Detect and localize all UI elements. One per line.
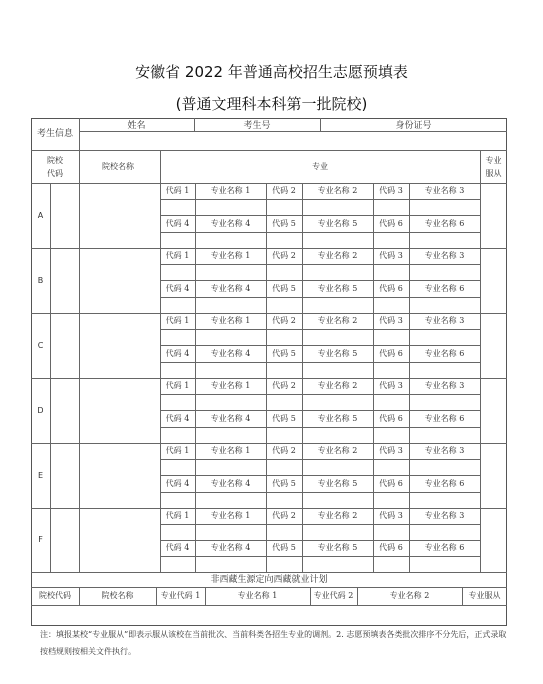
obey-header-1: 专业 <box>485 156 502 165</box>
tibet-plan-title: 非西藏生源定向西藏就业计划 <box>210 575 328 585</box>
slot-label: 专业名称 5 <box>317 479 358 488</box>
row-bottom-line <box>31 378 507 379</box>
name-label: 姓名 <box>127 121 146 131</box>
slot-label: 专业名称 1 <box>210 381 251 390</box>
slot-label: 专业名称 2 <box>317 316 358 325</box>
sub-line <box>160 459 480 460</box>
tibet-header: 专业服从 <box>468 591 501 600</box>
slot-label: 专业名称 2 <box>317 251 358 260</box>
slot-label: 代码 6 <box>379 284 403 293</box>
slot-label: 代码 4 <box>165 219 190 228</box>
row-label-a: A <box>37 211 44 220</box>
row-label-e: E <box>37 471 44 480</box>
school-name-header: 院校名称 <box>102 162 134 171</box>
sub-line <box>160 427 480 428</box>
sub-line <box>160 297 480 298</box>
slot-label: 代码 4 <box>165 479 190 488</box>
slot-label: 专业名称 6 <box>424 479 465 488</box>
slot-label: 代码 3 <box>379 186 403 195</box>
slot-label: 代码 1 <box>165 251 190 260</box>
slot-label: 代码 3 <box>379 446 403 455</box>
header-bottom-line <box>31 183 507 184</box>
slot-label: 代码 1 <box>165 316 190 325</box>
obey-header-2: 服从 <box>485 169 502 178</box>
slot-label: 代码 4 <box>165 543 190 552</box>
slot-label: 专业名称 4 <box>210 543 251 552</box>
student-info-label: 考生信息 <box>36 129 73 139</box>
tibet-title-line <box>31 587 507 588</box>
row-label-f: F <box>38 535 43 544</box>
row-bottom-line <box>31 443 507 444</box>
slot-label: 专业名称 1 <box>210 446 251 455</box>
sub-line <box>160 199 480 200</box>
slot-label: 专业名称 1 <box>210 511 251 520</box>
slot-label: 代码 2 <box>272 316 296 325</box>
tibet-header: 专业代码 2 <box>313 591 354 600</box>
slot-label: 代码 1 <box>165 186 190 195</box>
slot-label: 代码 6 <box>379 543 403 552</box>
slot-label: 专业名称 3 <box>424 186 465 195</box>
slot-label: 代码 6 <box>379 479 403 488</box>
slot-label: 专业名称 4 <box>210 219 251 228</box>
row-bottom-line <box>31 313 507 314</box>
tibet-header-line <box>31 605 507 606</box>
slot-label: 专业名称 6 <box>424 543 465 552</box>
slot-label: 代码 5 <box>272 349 296 358</box>
slot-label: 专业名称 3 <box>424 316 465 325</box>
slot-label: 专业名称 3 <box>424 511 465 520</box>
slot-label: 专业名称 1 <box>210 251 251 260</box>
major-header: 专业 <box>312 162 328 171</box>
slot-label: 专业名称 6 <box>424 219 465 228</box>
slot-label: 专业名称 3 <box>424 251 465 260</box>
row-bottom-line <box>31 248 507 249</box>
sub-line <box>160 362 480 363</box>
slot-label: 代码 6 <box>379 219 403 228</box>
sub-line <box>160 329 480 330</box>
slot-label: 代码 3 <box>379 381 403 390</box>
school-code-header-2: 代码 <box>47 169 63 178</box>
slot-label: 专业名称 5 <box>317 349 358 358</box>
slot-label: 专业名称 2 <box>317 446 358 455</box>
info-divider <box>79 131 507 132</box>
sub-line <box>160 540 480 541</box>
slot-label: 专业名称 6 <box>424 414 465 423</box>
slot-label: 代码 4 <box>165 414 190 423</box>
slot-label: 代码 5 <box>272 543 296 552</box>
footnote: 注：填报某校“专业服从”即表示服从该校在当前批次、当前科类各招生专业的调剂。2. 志愿预填表各类批次排序不分先后，正式录取按档规则按相关文件执行。 <box>40 630 507 656</box>
slot-label: 代码 6 <box>379 414 403 423</box>
row-bottom-line <box>31 508 507 509</box>
slot-label: 代码 4 <box>165 349 190 358</box>
slot-label: 专业名称 3 <box>424 446 465 455</box>
slot-label: 专业名称 5 <box>317 414 358 423</box>
sub-line <box>160 556 480 557</box>
slot-label: 专业名称 5 <box>317 543 358 552</box>
slot-label: 代码 3 <box>379 511 403 520</box>
slot-label: 代码 3 <box>379 316 403 325</box>
slot-label: 代码 1 <box>165 446 190 455</box>
sub-line <box>160 232 480 233</box>
sub-line <box>160 410 480 411</box>
slot-label: 代码 2 <box>272 251 296 260</box>
tibet-header: 专业名称 1 <box>237 591 278 600</box>
slot-label: 代码 5 <box>272 284 296 293</box>
slot-label: 代码 2 <box>272 381 296 390</box>
slot-label: 专业名称 2 <box>317 186 358 195</box>
sub-line <box>160 394 480 395</box>
slot-label: 专业名称 5 <box>317 219 358 228</box>
tibet-header: 专业名称 2 <box>389 591 430 600</box>
slot-label: 专业名称 4 <box>210 479 251 488</box>
slot-label: 代码 2 <box>272 446 296 455</box>
row-label-d: D <box>37 406 44 415</box>
sub-line <box>160 475 480 476</box>
page-subtitle: (普通文理科本科第一批院校) <box>175 95 368 113</box>
info-bottom-line <box>31 150 507 151</box>
sub-line <box>160 215 480 216</box>
sub-line <box>160 264 480 265</box>
slot-label: 代码 1 <box>165 381 190 390</box>
slot-label: 代码 5 <box>272 414 296 423</box>
sub-line <box>160 524 480 525</box>
tibet-header: 院校名称 <box>101 591 134 600</box>
slot-label: 代码 2 <box>272 511 296 520</box>
slot-label: 专业名称 2 <box>317 511 358 520</box>
slot-label: 专业名称 4 <box>210 414 251 423</box>
row-label-c: C <box>37 341 44 350</box>
school-code-header-1: 院校 <box>47 156 63 165</box>
slot-label: 专业名称 2 <box>317 381 358 390</box>
tibet-header: 专业代码 1 <box>160 591 201 600</box>
slot-label: 专业名称 4 <box>210 284 251 293</box>
slot-label: 专业名称 1 <box>210 186 251 195</box>
tibet-header: 院校代码 <box>39 591 71 600</box>
page-title: 安徽省 2022 年普通高校招生志愿预填表 <box>135 63 408 81</box>
slot-label: 专业名称 3 <box>424 381 465 390</box>
exam-no-label: 考生号 <box>243 121 271 131</box>
slot-label: 代码 4 <box>165 284 190 293</box>
slot-label: 代码 5 <box>272 479 296 488</box>
slot-label: 专业名称 4 <box>210 349 251 358</box>
id-no-label: 身份证号 <box>395 121 432 131</box>
sub-line <box>160 492 480 493</box>
slot-label: 专业名称 6 <box>424 284 465 293</box>
slot-label: 代码 5 <box>272 219 296 228</box>
slot-label: 专业名称 1 <box>210 316 251 325</box>
sub-line <box>160 345 480 346</box>
slot-label: 代码 6 <box>379 349 403 358</box>
slot-label: 专业名称 5 <box>317 284 358 293</box>
slot-label: 代码 3 <box>379 251 403 260</box>
slot-label: 专业名称 6 <box>424 349 465 358</box>
row-bottom-line <box>31 572 507 573</box>
row-label-b: B <box>37 276 44 285</box>
slot-label: 代码 1 <box>165 511 190 520</box>
sub-line <box>160 280 480 281</box>
slot-label: 代码 2 <box>272 186 296 195</box>
